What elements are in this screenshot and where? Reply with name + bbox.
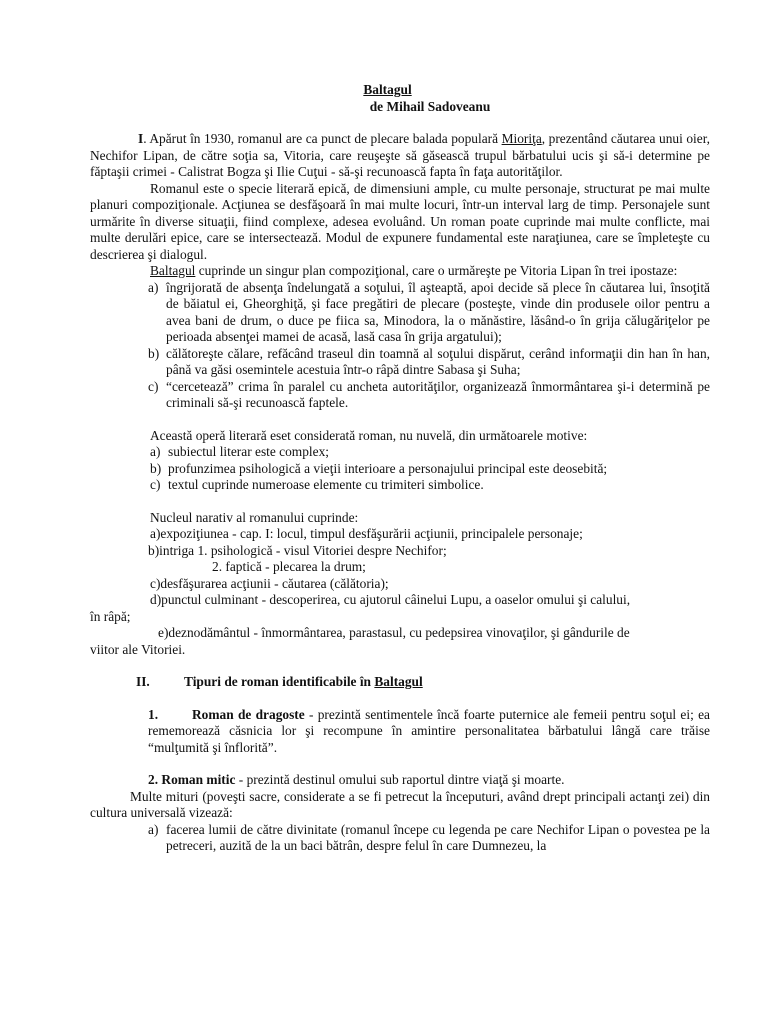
motives-intro: Această operă literară eset considerată roman, nu nuvelă, din următoarele motive: [150, 427, 588, 443]
nucleu-item: b)intriga 1. psihologică - visul Vitoriei despre Nechifor; [148, 542, 447, 558]
list-item: c) “cercetează” crima în paralel cu ancheta autorităţilor, organizează înmormântarea şi-i determină pe criminali să-şi recunoască faptele. [148, 378, 710, 410]
document-body [90, 82, 710, 855]
intro-paragraph: I. Apărut în 1930, romanul are ca punct de plecare balada populară Mioriţa, prezentând căutarea unui oier, Nechifor Lipan, de către soţia sa, Vitoria, care reuşeşte să găsească trupul bărbatului ucis şi să-i determine pe făptaşii crimei - Calistrat Bogza şi Ilie Cuţui - să-şi recunoască fapta în faţa autorităţilor. [90, 131, 710, 179]
roman-mitic-paragraph: 2. Roman mitic - prezintă destinul omului sub raportul dintre viaţă şi moarte. [148, 772, 565, 787]
nucleu-intro: Nucleul narativ al romanului cuprinde: [150, 509, 359, 525]
mituri-paragraph: Multe mituri (poveşti sacre, considerate a se fi petrecut la începuturi, având drept principali actanţi zei) din cultura universală vizează: [90, 788, 710, 820]
list-item: a) îngrijorată de absenţa îndelungată a soţului, îl aşteaptă, apoi decide să plece în căutarea lui, însoţită de băiatul ei, Gheorghiţă, şi face pregătiri de plecare (posteşte, vinde din produsele oilor pentru a avea bani de drum, o duce pe fiica sa, Minodora, la o mănăstire, lăsând-o în grija călugăriţelor pe perioada absenţei mamei de acasă, lasă casa în grija argatului); [148, 279, 710, 344]
list-item: c) textul cuprinde numeroase elemente cu trimiteri simbolice. [150, 477, 484, 492]
section-numeral: I [138, 131, 144, 146]
roman-definition-paragraph: Romanul este o specie literară epică, de dimensiuni ample, cu multe personaje, structurat pe mai multe planuri compoziţionale. Acţiunea se desfăşoară în mai multe locuri, într-un interval larg de timp. Personajele sunt urmărite în diverse situaţii, fiind complexe, adesea evoluând. Un roman poate cuprinde mai multe conflicte, mai multe derulări epice, care se intersectează. Modul de expunere fundamental este naraţiunea, care se împleteşte cu descrierea şi dialogul. [90, 180, 710, 262]
document-title: Baltagul [363, 82, 412, 97]
nucleu-item: 2. faptică - plecarea la drum; [212, 559, 366, 574]
nucleu-item: d)punctul culminant - descoperirea, cu ajutorul câinelui Lupu, a oaselor omului şi calului, [150, 592, 631, 607]
list-item: a) facerea lumii de către divinitate (romanul începe cu legenda pe care Nechifor Lipan o povestea pe la petreceri, auzită de la un baci bătrân, despre felul în care Dumnezeu, la [148, 821, 710, 853]
motives-list [90, 444, 710, 494]
nucleu-item: e)deznodământul - înmormântarea, parastasul, cu pedepsirea vinovaţilor, şi gândurile de [158, 625, 630, 640]
ipostaze-list [90, 280, 710, 412]
ipostaze-intro-paragraph: Baltagul cuprinde un singur plan compoziţional, care o urmăreşte pe Vitoria Lipan în trei ipostaze: [150, 263, 678, 278]
list-item: a) subiectul literar este complex; [150, 444, 330, 459]
roman-dragoste-paragraph: 1. Roman de dragoste - prezintă sentimentele încă foarte puternice ale femeii pentru soţul ei; ea rememorează căsnicia lor şi recompune în amintire personalitatea bărbatului lângă care trăise “mulţumită şi înflorită”. [148, 706, 710, 755]
nucleu-item-continuation: în râpă; [90, 608, 131, 624]
work-reference: Baltagul [150, 263, 196, 278]
nucleu-narativ [90, 510, 710, 659]
work-reference: Mioriţa [501, 131, 542, 146]
nucleu-item-continuation: viitor ale Vitoriei. [90, 641, 186, 657]
list-item: b) călătoreşte călare, refăcând traseul din toamnă al soţului dispărut, cerând informaţii din han în han, până va găsi osemintele acestuia într-o râpă dintre Sabasa şi Suha; [148, 345, 710, 377]
section-heading: II. Tipuri de roman identificabile în Baltagul [136, 674, 423, 689]
mituri-list [90, 822, 710, 855]
nucleu-item: c)desfăşurarea acţiunii - căutarea (călătoria); [150, 575, 389, 591]
list-item: b) profunzimea psihologică a vieţii interioare a personajului principal este deosebită; [150, 460, 608, 476]
subheading: Roman mitic [161, 772, 236, 787]
document-author: de Mihail Sadoveanu [369, 98, 491, 114]
title-block [90, 82, 710, 115]
work-reference: Baltagul [374, 674, 423, 689]
nucleu-item: a)expoziţiunea - cap. I: locul, timpul desfăşurării acţiunii, principalele personaje; [150, 526, 583, 541]
subheading: Roman de dragoste [192, 706, 305, 722]
